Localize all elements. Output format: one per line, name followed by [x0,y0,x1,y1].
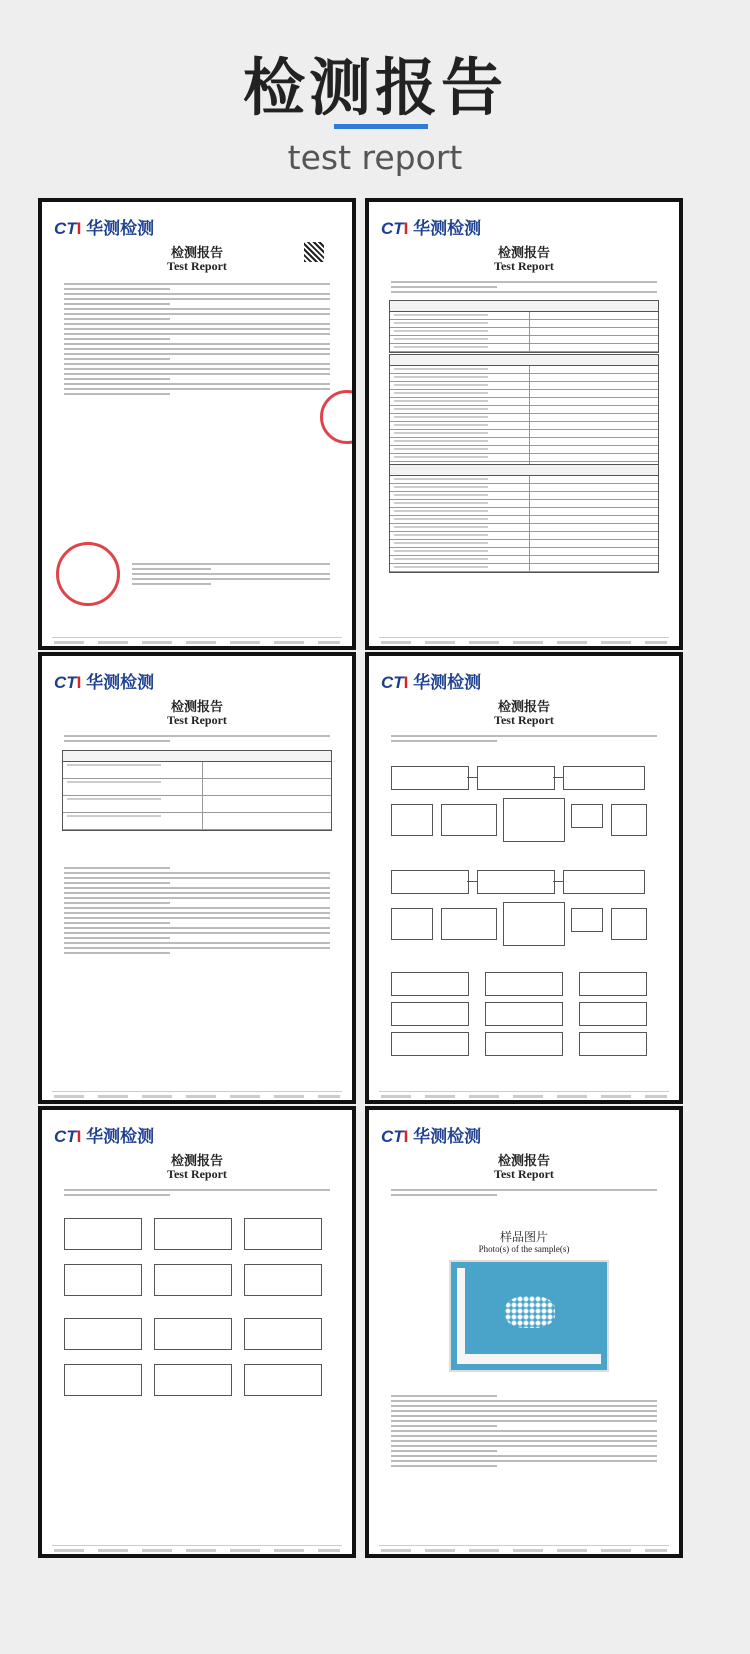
report-page-1[interactable] [38,198,356,650]
flowchart [391,870,657,970]
cti-logo: CTI 华测检测 [54,219,155,238]
report-title-cn: 检测报告 [170,1154,223,1169]
report-title-en: Test Report [494,259,554,273]
results-table [389,354,659,471]
results-table [389,300,659,353]
cti-logo: CTI 华测检测 [381,1127,482,1146]
signature-area [132,560,330,576]
report-title-en: Test Report [167,259,227,273]
results-table [62,750,332,831]
sample-photo-subtitle: Photo(s) of the sample(s) [478,1244,570,1254]
report-title-cn: 检测报告 [497,1154,550,1169]
report-title-cn: 检测报告 [170,700,223,715]
report-title-en: Test Report [167,713,227,727]
title-underline [334,124,428,129]
page-subtitle: test report [287,138,463,177]
cti-logo: CTI 华测检测 [54,1127,155,1146]
company-seal-icon [56,542,120,606]
report-title-cn: 检测报告 [497,700,550,715]
report-title-en: Test Report [167,1167,227,1181]
page-title: 检测报告 [242,51,507,124]
report-title-en: Test Report [494,1167,554,1181]
results-table [389,464,659,573]
report-title-cn: 检测报告 [170,246,223,261]
sample-photo-title: 样品图片 [499,1230,548,1244]
report-title-cn: 检测报告 [497,246,550,261]
report-page-5[interactable] [38,1106,356,1558]
flowchart [64,1218,330,1308]
flowchart [391,972,657,1072]
report-meta [64,280,330,296]
report-page-3[interactable] [38,652,356,1104]
report-page-4[interactable] [365,652,683,1104]
report-page-2[interactable] [365,198,683,650]
cti-logo: CTI 华测检测 [381,219,482,238]
stamp-seal-icon [320,390,356,444]
sample-photo [449,1260,609,1372]
notes-text [64,864,330,880]
report-title-en: Test Report [494,713,554,727]
flowchart [64,1318,330,1408]
report-page-6[interactable] [365,1106,683,1558]
cti-logo: CTI 华测检测 [54,673,155,692]
flowchart [391,766,657,866]
statement-text [391,1392,657,1408]
cti-logo: CTI 华测检测 [381,673,482,692]
